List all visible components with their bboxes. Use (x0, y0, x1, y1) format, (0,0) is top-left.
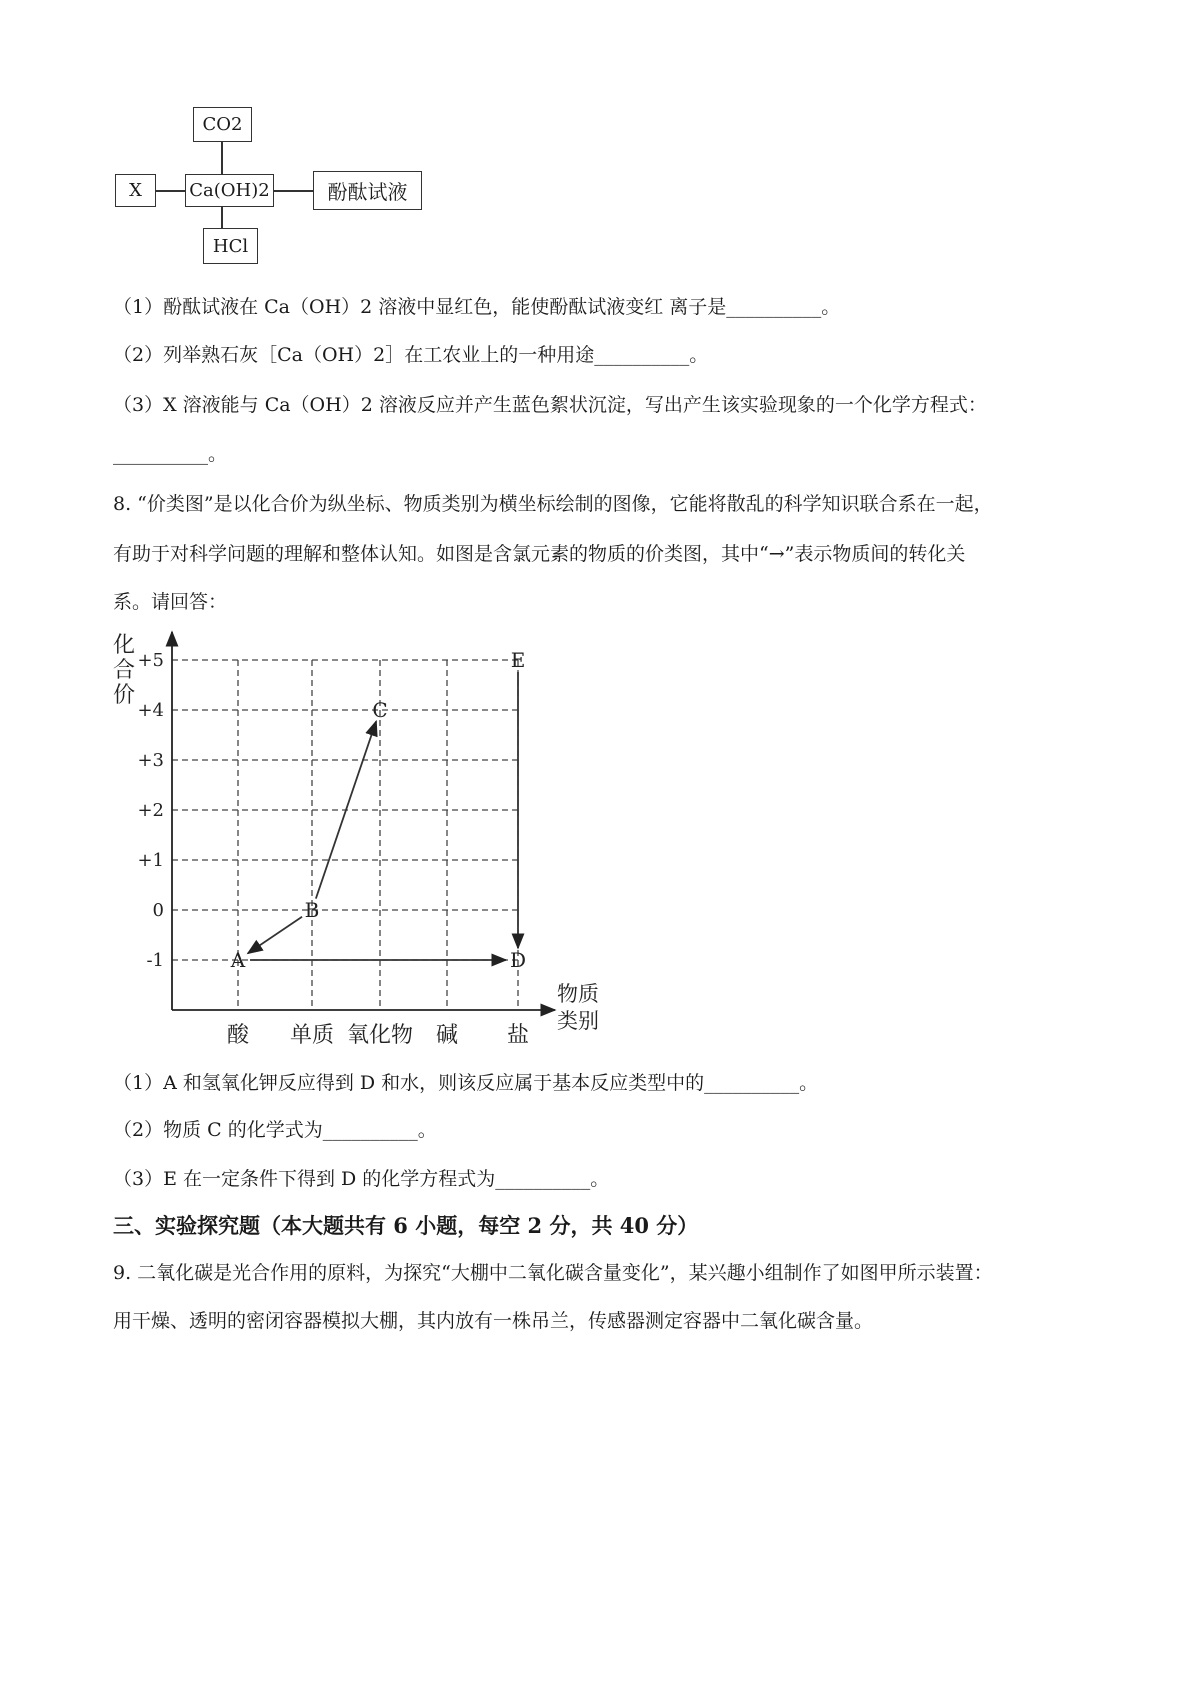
q8-stem-line3: 系。请回答： (113, 591, 228, 613)
y-axis-label: 合 (112, 658, 136, 683)
q8-sub3: （3）E 在一定条件下得到 D 的化学方程式为__________。 (113, 1168, 610, 1190)
arrow-B-to-A (248, 917, 302, 954)
x-tick-label: 氧化物 (346, 1023, 414, 1048)
x-tick-label: 单质 (289, 1023, 335, 1048)
y-tick-label: 0 (152, 900, 164, 921)
q8-stem-line1: 8. “价类图”是以化合价为纵坐标、物质类别为横坐标绘制的图像，它能将散乱的科学知识联合系在一起， (113, 493, 993, 515)
x-tick-label: 碱 (435, 1023, 459, 1048)
y-tick-label: +4 (137, 700, 164, 721)
x-tick-label: 酸 (226, 1023, 250, 1048)
q8-stem-line2: 有助于对科学问题的理解和整体认知。如图是含氯元素的物质的价类图，其中“→”表示物质间的转化关 (113, 543, 966, 565)
point-A: A (230, 948, 246, 972)
q7-sub1: （1）酚酞试液在 Ca（OH）2 溶液中显红色，能使酚酞试液变红 离子是__________。 (113, 296, 841, 318)
x-axis-label: 类别 (557, 1009, 599, 1033)
box-phenolphthalein: 酚酞试液 (313, 171, 422, 210)
box-co2: CO2 (193, 107, 252, 142)
y-axis-label: 化 (112, 633, 136, 658)
point-C: C (372, 698, 388, 722)
q7-sub2: （2）列举熟石灰［Ca（OH）2］在工农业上的一种用途__________。 (113, 344, 709, 366)
point-B: B (304, 898, 320, 922)
y-tick-label: +3 (137, 750, 164, 771)
y-axis-label: 价 (112, 683, 136, 708)
chart-grid (172, 660, 518, 1010)
box-caoh2: Ca(OH)2 (185, 174, 274, 207)
y-tick-label: +5 (137, 650, 164, 671)
q8-sub1: （1）A 和氢氧化钾反应得到 D 和水，则该反应属于基本反应类型中的__________。 (113, 1072, 819, 1094)
chart-ticks (113, 633, 599, 1048)
q7-sub3-blank: __________。 (113, 443, 228, 465)
chart-axes (172, 632, 555, 1010)
q9-line1: 9. 二氧化碳是光合作用的原料，为探究“大棚中二氧化碳含量变化”，某兴趣小组制作了如图甲所示装置： (113, 1262, 993, 1284)
q7-sub3: （3）X 溶液能与 Ca（OH）2 溶液反应并产生蓝色絮状沉淀，写出产生该实验现象的一个化学方程式： (113, 394, 987, 416)
y-tick-label: -1 (146, 950, 164, 971)
x-tick-label: 盐 (506, 1023, 530, 1048)
section-heading: 三、实验探究题（本大题共有 6 小题，每空 2 分，共 40 分） (113, 1213, 699, 1238)
q8-sub2: （2）物质 C 的化学式为__________。 (113, 1119, 437, 1141)
q9-line2: 用干燥、透明的密闭容器模拟大棚，其内放有一株吊兰，传感器测定容器中二氧化碳含量。 (113, 1310, 874, 1332)
box-x: X (115, 174, 156, 207)
point-E: E (510, 648, 526, 672)
x-axis-label: 物质 (557, 982, 599, 1006)
y-tick-label: +2 (137, 800, 164, 821)
point-D: D (509, 948, 527, 972)
y-tick-label: +1 (137, 850, 164, 871)
box-hcl: HCl (203, 228, 258, 264)
